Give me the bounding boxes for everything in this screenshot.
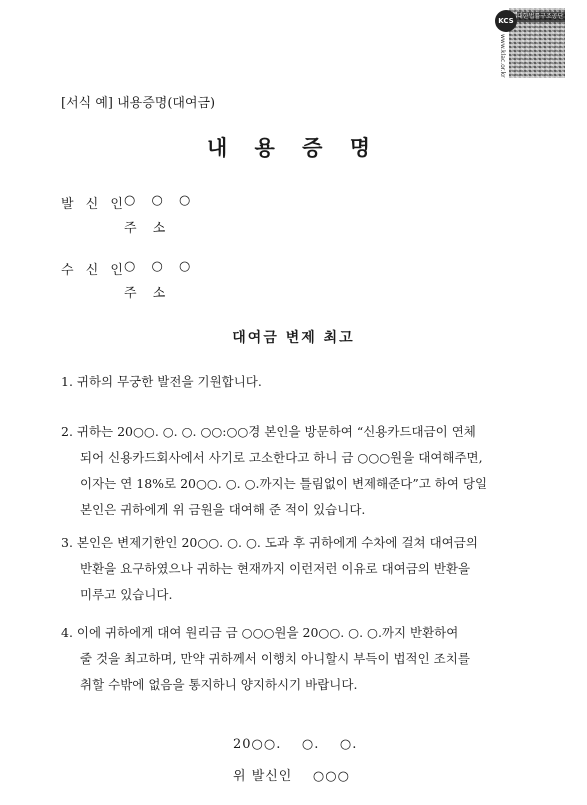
recipient-address-label: 주 소 xyxy=(124,286,172,301)
paragraph-1 xyxy=(61,369,526,395)
paragraph-3 xyxy=(61,530,526,608)
paragraph-line: 줄 것을 최고하며, 만약 귀하께서 이행치 아니할시 부득이 법적인 조치를 xyxy=(80,651,470,666)
paragraph-line: 이자는 연 18%로 20○○. ○. ○.까지는 틀림없이 변제해준다”고 하여 당일 xyxy=(80,476,488,491)
paragraph-line: 반환을 요구하였으나 귀하는 현재까지 이런저런 이유로 대여금의 반환을 xyxy=(80,561,471,576)
organization-url: www.klac.or.kr xyxy=(499,34,506,78)
recipient-label: 수 신 인 xyxy=(61,263,127,278)
sender-label: 발 신 인 xyxy=(61,197,127,212)
paragraph-line: 2. 귀하는 20○○. ○. ○. ○○:○○경 본인을 방문하여 “신용카드대금이 연체 xyxy=(61,424,476,439)
footer-date: 20○○. ○. ○. xyxy=(233,737,358,752)
section-title: 대여금 변제 최고 xyxy=(232,330,355,346)
paragraph-line: 되어 신용카드회사에서 사기로 고소한다고 하니 금 ○○○원을 대여해주면, xyxy=(80,450,483,465)
paragraph-line: 취할 수밖에 없음을 통지하니 양지하시기 바랍니다. xyxy=(80,677,358,692)
logo-stamp xyxy=(495,8,567,80)
sender-name: ○ ○ ○ xyxy=(124,193,197,208)
organization-badge: KCS xyxy=(495,10,517,32)
paragraph-line: 4. 이에 귀하에게 대여 원리금 금 ○○○원을 20○○. ○. ○.까지 반환하여 xyxy=(61,625,459,640)
form-label: [서식 예] 내용증명(대여금) xyxy=(61,96,216,111)
paragraph-line: 본인은 귀하에게 위 금원을 대여해 준 적이 있습니다. xyxy=(80,502,366,517)
paragraph-line: 미루고 있습니다. xyxy=(80,587,173,602)
paragraph-2 xyxy=(61,419,526,523)
organization-name: 대한법률구조공단 xyxy=(517,13,564,20)
sender-address-label: 주 소 xyxy=(124,221,172,236)
paragraph-line: 1. 귀하의 무궁한 발전을 기원합니다. xyxy=(61,374,262,389)
footer-signature: 위 발신인 ○○○ xyxy=(233,769,350,784)
recipient-name: ○ ○ ○ xyxy=(124,259,197,274)
paragraph-line: 3. 본인은 변제기한인 20○○. ○. ○. 도과 후 귀하에게 수차에 걸쳐 대여금의 xyxy=(61,535,478,550)
paragraph-4 xyxy=(61,620,526,698)
document-title: 내 용 증 명 xyxy=(206,135,381,160)
